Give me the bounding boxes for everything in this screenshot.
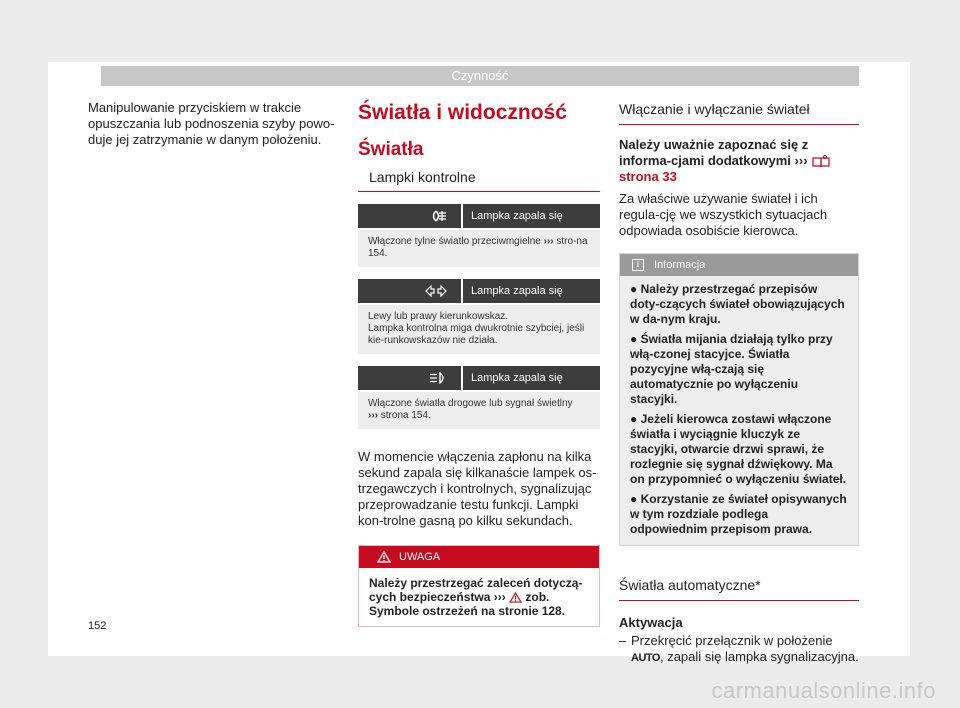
high-beam-icon bbox=[358, 366, 461, 390]
subsection-heading bbox=[358, 168, 600, 192]
column-left bbox=[88, 100, 336, 148]
step-text bbox=[631, 633, 859, 666]
note-text: Należy uważnie zapoznać się z informa-cjami dodatkowymi bbox=[619, 137, 809, 168]
warning-icon bbox=[377, 551, 391, 563]
section-title-lights-switch: Włączanie i wyłączanie świateł bbox=[619, 100, 859, 125]
info-item-text: Jeżeli kierowca zostawi włączone światła i wyciągnie kluczyk ze stacyjki, otwarcie drzwi sprawi, że rozlegnie się sygnał dźwiękowy. Ma on przypomnieć o wyłączeniu świateł. bbox=[630, 412, 847, 486]
lamp-desc-text: Włączone tylne światło przeciwmgielne bbox=[368, 236, 544, 247]
turn-signal-icon bbox=[358, 279, 461, 303]
column-middle bbox=[358, 100, 600, 627]
note-see-also bbox=[619, 137, 859, 185]
auto-position-symbol: AUTO bbox=[631, 652, 660, 664]
lamp-title: Lampka zapala się bbox=[463, 204, 600, 228]
paragraph-ignition-test: W momencie włączenia zapłonu na kilka sekund zapala się kilkanaście lampek os-trzegawczych i kontrolnych, sygnalizując przeprowadzanie testu funkcji. Lampki kon-trolne gasną po kilku sekundach. bbox=[358, 449, 597, 528]
watermark: carmanualsonline.info bbox=[711, 678, 936, 703]
warning-title: UWAGA bbox=[399, 551, 441, 563]
info-item bbox=[630, 332, 848, 407]
reference-arrow: ››› bbox=[493, 590, 506, 604]
lamp-title: Lampka zapala się bbox=[463, 366, 600, 390]
lamp-description bbox=[358, 305, 600, 354]
page-number: 152 bbox=[88, 620, 107, 632]
info-icon: i bbox=[632, 259, 644, 271]
chapter-title: Światła i widoczność bbox=[358, 101, 567, 124]
lamp-title: Lampka zapala się bbox=[463, 279, 600, 303]
lamp-desc-text: Włączone światła drogowe lub sygnał świetlny bbox=[368, 398, 573, 409]
info-item-text: Należy przestrzegać przepisów doty-czących świateł obowiązujących w da-nym kraju. bbox=[630, 282, 845, 326]
dash: – bbox=[619, 633, 627, 648]
section-title-auto-lights: Światła automatyczne* bbox=[619, 576, 859, 601]
step-text-end: , zapali się lampka sygnalizacyjna. bbox=[659, 649, 859, 664]
info-item-text: Światła mijania działają tylko przy włą-czonej stacyjce. Światła pozycyjne włą-czają się automatycznie po wyłączeniu stacyjki. bbox=[630, 332, 833, 406]
info-item-text: Korzystanie ze świateł opisywanych w tym rozdziale podlega odpowiednim przepisom prawa. bbox=[630, 492, 847, 536]
reference-arrow: ››› bbox=[794, 153, 808, 168]
info-title: Informacja bbox=[654, 259, 706, 271]
step-text-main: Przekręcić przełącznik w położenie bbox=[631, 633, 833, 648]
subheading-activation: Aktywacja bbox=[619, 615, 683, 630]
info-item bbox=[630, 282, 848, 327]
lamp-description bbox=[358, 230, 600, 267]
reference-arrow: ››› bbox=[543, 236, 554, 247]
info-box bbox=[619, 253, 859, 546]
reference-arrow: ››› bbox=[368, 410, 378, 421]
book-reference-icon bbox=[811, 155, 831, 169]
lamp-desc-line: Lewy lub prawy kierunkowskaz. bbox=[368, 311, 509, 322]
warning-text-ref: zob. Symbole ostrzeżeń na stronie 128. bbox=[369, 590, 566, 618]
bullet: ● bbox=[630, 412, 638, 426]
lamp-description bbox=[358, 392, 600, 429]
warning-text-main: Należy przestrzegać zaleceń dotyczą-cych bezpieczeństwa bbox=[369, 576, 583, 604]
page-link[interactable]: strona 33 bbox=[619, 169, 677, 184]
lamp-desc-line: Lampka kontrolna miga dwukrotnie szybciej, jeśli kie-runkowskazów nie działa. bbox=[368, 323, 585, 346]
paragraph-driver-responsibility: Za właściwe używanie świateł i ich regula-cję we wszystkich sytuacjach odpowiada osobiście kierowca. bbox=[619, 191, 828, 238]
bullet: ● bbox=[630, 332, 638, 346]
lamp-row-rear-fog bbox=[358, 204, 600, 267]
subsection-title: Lampki kontrolne bbox=[369, 169, 476, 185]
section-title: Światła bbox=[358, 139, 424, 160]
bullet: ● bbox=[630, 492, 638, 506]
warning-box bbox=[358, 545, 600, 627]
lamp-desc-ref: stro-na 154. bbox=[368, 236, 588, 259]
info-item bbox=[630, 492, 848, 537]
paragraph-window: Manipulowanie przyciskiem w trakcie opuszczania lub podnoszenia szyby powo-duje jej zatrzymanie w danym położeniu. bbox=[88, 100, 335, 147]
lamp-desc-ref: strona 154. bbox=[378, 410, 431, 421]
info-item bbox=[630, 412, 848, 487]
chapter-header: Czynność bbox=[101, 66, 859, 86]
column-right bbox=[619, 100, 859, 666]
warning-text bbox=[359, 568, 599, 626]
step-item bbox=[619, 633, 859, 666]
warning-triangle-icon bbox=[509, 592, 522, 603]
lamp-row-turn-signal bbox=[358, 279, 600, 354]
bullet: ● bbox=[630, 282, 638, 296]
lamp-row-high-beam bbox=[358, 366, 600, 429]
rear-fog-light-icon bbox=[358, 204, 461, 228]
